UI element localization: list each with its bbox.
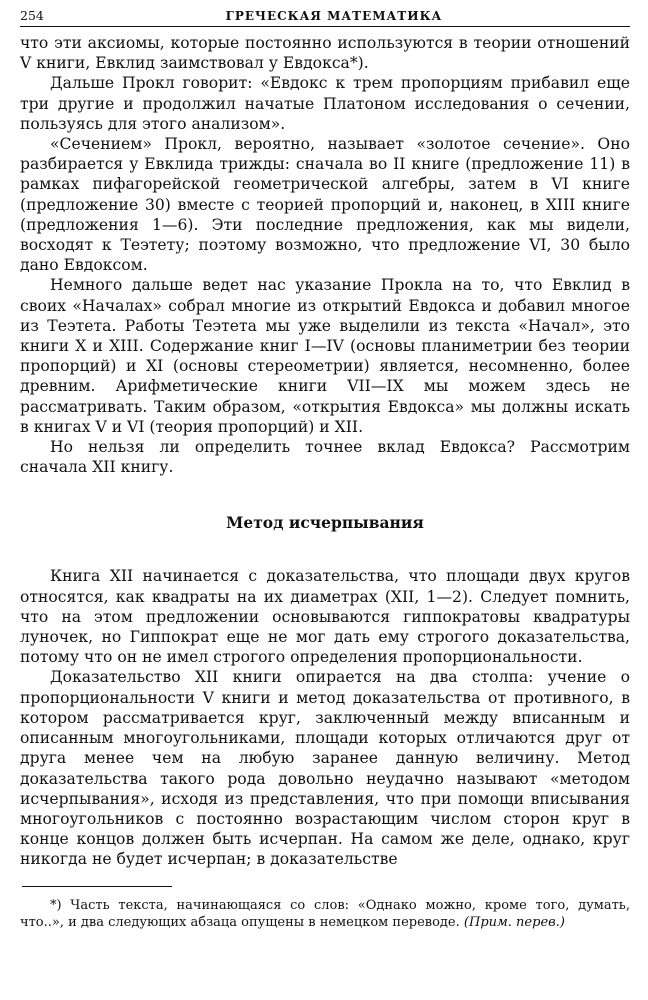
- text-after-section: [20, 566, 630, 869]
- section-title: Метод исчерпывания: [226, 513, 424, 533]
- running-title: ГРЕЧЕСКАЯ МАТЕМАТИКА: [225, 9, 443, 23]
- paragraph: Дальше Прокл говорит: «Евдокс к трем пропорциям прибавил еще три другие и продолжил начатые Платоном исследования о сечении, пользуясь для этого анализом».: [20, 74, 630, 133]
- paragraph: Доказательство XII книги опирается на два столпа: учение о пропорциональности V книги и метод доказательства от противного, в котором рассматривается круг, заключенный между вписанным и описанным многоугольниками, площади которых отличаются друг от друга менее чем на любую заранее данную величину. Метод доказательства такого рода довольно неудачно называют «методом исчерпывания», исходя из представления, что при помощи вписывания многоугольников с постоянно возрастающим числом сторон круг в конце концов должен быть исчерпан. На самом же деле, однако, круг никогда не будет исчерпан; в доказательстве: [20, 668, 630, 869]
- paragraph: Книга XII начинается с доказательства, что площади двух кругов относятся, как квадраты на их диаметрах (XII, 1—2). Следует помнить, что на этом предложении основываются гиппократовы квадратуры луночек, но Гиппократ еще не мог дать ему строгого доказательства, потому что он не имел строгого определения пропорциональности.: [20, 567, 630, 667]
- paragraph: Немного дальше ведет нас указание Прокла на то, что Евклид в своих «Началах» собрал многие из открытий Евдокса и добавил многое из Теэтета. Работы Теэтета мы уже выделили из текста «Начал», это книги X и XIII. Содержание книг I—IV (основы планиметрии без теории пропорций) и XI (основы стереометрии) является, несомненно, более древним. Арифметические книги VII—IX мы можем здесь не рассматривать. Таким образом, «открытия Евдокса» мы должны искать в книгах V и VI (теория пропорций) и XII.: [20, 276, 630, 436]
- footnote-editor-note: (Прим. перев.): [463, 914, 565, 930]
- footnote: [20, 897, 630, 931]
- paragraph: «Сечением» Прокл, вероятно, называет «золотое сечение». Оно разбирается у Евклида трижды: сначала во II книге (предложение 11) в рамках пифагорейской геометрической алгебры, затем в VI книге (предложение 30) вместе с теорией пропорций и, наконец, в XIII книге (предложения 1—6). Эти последние предложения, как мы видели, восходят к Теэтету; поэтому возможно, что предложение VI, 30 было дано Евдоксом.: [20, 135, 630, 275]
- paragraph: Но нельзя ли определить точнее вклад Евдокса? Рассмотрим сначала XII книгу.: [20, 438, 630, 477]
- footnote-text: *) Часть текста, начинающаяся со слов: «Однако можно, кроме того, думать, что..», и два следующих абзаца опущены в немецком переводе.: [20, 897, 630, 930]
- page-number: 254: [20, 8, 44, 23]
- footnote-divider: [22, 886, 172, 887]
- running-header: [20, 8, 630, 27]
- paragraph: что эти аксиомы, которые постоянно используются в теории отношений V книги, Евклид заимствовал у Евдокса*).: [20, 34, 630, 73]
- text-before-section: [20, 33, 630, 477]
